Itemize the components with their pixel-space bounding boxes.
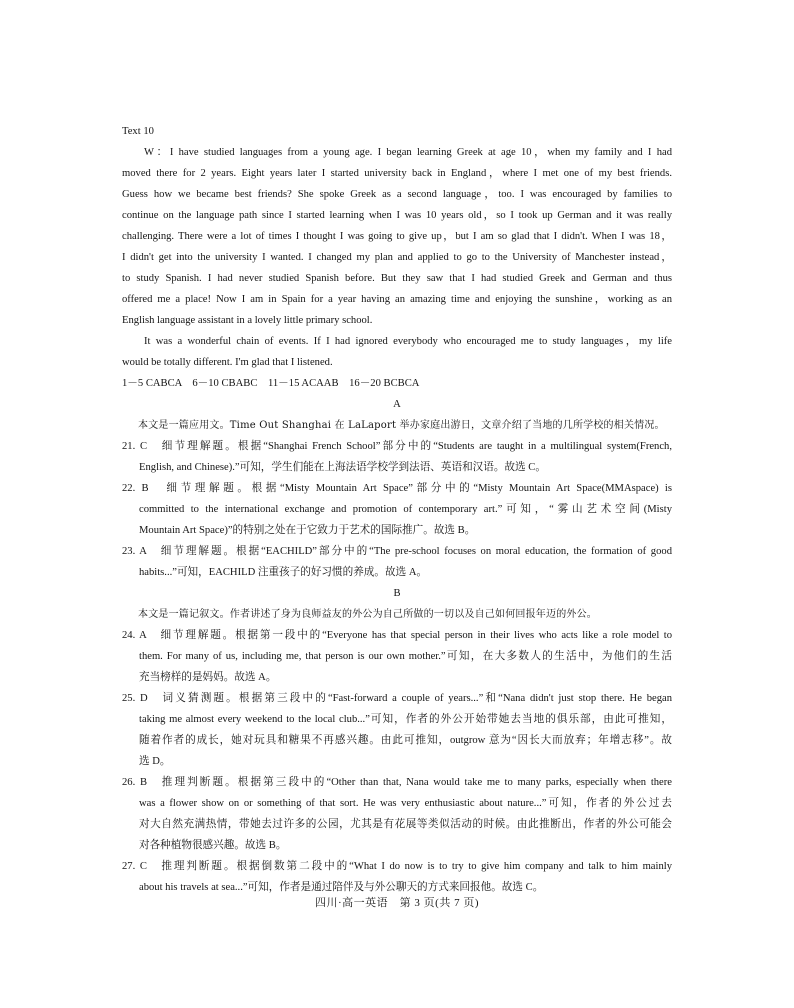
- explanation-line: 23. A 细节理解题。根据“EACHILD”部分中的“The pre-school focuses on moral education, the formation of good: [122, 546, 672, 557]
- explanation-line: was a flower show on or something of that sort. He was very enthusiastic about nature...”可知，作者的外公过去: [139, 798, 672, 809]
- section-b-intro: 本文是一篇记叙文。作者讲述了身为良师益友的外公为自己所做的一切以及自己如何回报年迈的外公。: [138, 609, 597, 620]
- text10-line: moved there for 2 years. Eight years later I started university back in England，where I met one of my best friends.: [122, 168, 672, 179]
- text10-line: I didn't get into the university I wanted. I changed my plan and applied to go to the University of Manchester instead，: [122, 252, 672, 263]
- explanation-line: 22. B 细节理解题。根据“Misty Mountain Art Space”部分中的“Misty Mountain Art Space(MMAspace) is: [122, 483, 672, 494]
- page-footer: 四川·高一英语 第 3 页(共 7 页): [315, 897, 479, 909]
- text10-line: offered me a place! Now I am in Spain for a year having an amazing time and enjoying the sunshine，working as an: [122, 294, 672, 305]
- text10-line: Guess how we became best friends? She spoke Greek as a second language，too. I was encouraged by families to: [122, 189, 672, 200]
- text10-heading: Text 10: [122, 126, 154, 137]
- text10-line: English language assistant in a lovely little primary school.: [122, 315, 373, 326]
- explanation-line: 选 D。: [139, 756, 171, 767]
- explanation-line: 随着作者的成长，她对玩具和糖果不再感兴趣。由此可推知，outgrow 意为“因长大而放弃；年增志移”。故: [139, 735, 672, 746]
- section-a-label: A: [393, 399, 401, 410]
- text10-para2-line: It was a wonderful chain of events. If I had ignored everybody who encouraged me to study languages，my life: [144, 336, 672, 347]
- text10-line: continue on the language path since I started learning when I was 10 years old，so I took up German and it was really: [122, 210, 672, 221]
- explanation-line: Mountain Art Space)”的特别之处在于它致力于艺术的国际推广。故选 B。: [139, 525, 476, 536]
- explanation-line: 26. B 推理判断题。根据第三段中的“Other than that, Nana would take me to many parks, especially when there: [122, 777, 672, 788]
- explanation-line: 对大自然充满热情，带她去过许多的公园，尤其是有花展等类似活动的时候。由此推断出，作者的外公可能会: [139, 819, 672, 830]
- explanation-line: about his travels at sea...”可知，作者是通过陪伴及与外公聊天的方式来回报他。故选 C。: [139, 882, 544, 893]
- text10-line: W：I have studied languages from a young age. I began learning Greek at age 10，when my family and I had: [144, 147, 672, 158]
- text10-para2-line: would be totally different. I'm glad that I listened.: [122, 357, 333, 368]
- text10-line: challenging. There were a lot of times I thought I was going to give up，but I am so glad that I didn't. When I was 18，: [122, 231, 672, 242]
- explanation-line: 21. C 细节理解题。根据“Shanghai French School”部分中的“Students are taught in a multilingual system(French,: [122, 441, 672, 452]
- explanation-line: 27. C 推理判断题。根据倒数第二段中的“What I do now is to try to give him company and talk to him mainly: [122, 861, 672, 872]
- answer-list: 1－5 CABCA 6－10 CBABC 11－15 ACAAB 16－20 BCBCA: [122, 378, 420, 389]
- section-b-label: B: [393, 588, 401, 599]
- explanation-line: taking me almost every weekend to the local club...”可知，作者的外公开始带她去当地的俱乐部，由此可推知，: [139, 714, 672, 725]
- text10-line: to study Spanish. I had never studied Spanish before. But they saw that I had studied Greek and German and thus: [122, 273, 672, 284]
- explanation-line: committed to the international exchange and promotion of contemporary art.”可知，“雾山艺术空间(Misty: [139, 504, 672, 515]
- explanation-line: 24. A 细节理解题。根据第一段中的“Everyone has that special person in their lives who acts like a role model to: [122, 630, 672, 641]
- section-a-intro: 本文是一篇应用文。Time Out Shanghai 在 LaLaport 举办家庭出游日，文章介绍了当地的几所学校的相关情况。: [138, 420, 665, 431]
- explanation-line: English, and Chinese).”可知，学生们能在上海法语学校学到法语、英语和汉语。故选 C。: [139, 462, 546, 473]
- explanation-line: them. For many of us, including me, that person is our own mother.”可知，在大多数人的生活中，为他们的生活: [139, 651, 672, 662]
- explanation-line: 充当榜样的是妈妈。故选 A。: [139, 672, 277, 683]
- explanation-line: habits...”可知，EACHILD 注重孩子的好习惯的养成。故选 A。: [139, 567, 428, 578]
- page-content: [122, 121, 672, 898]
- explanation-line: 对各种植物很感兴趣。故选 B。: [139, 840, 287, 851]
- explanation-line: 25. D 词义猜测题。根据第三段中的“Fast-forward a couple of years...”和“Nana didn't just stop there. He began: [122, 693, 672, 704]
